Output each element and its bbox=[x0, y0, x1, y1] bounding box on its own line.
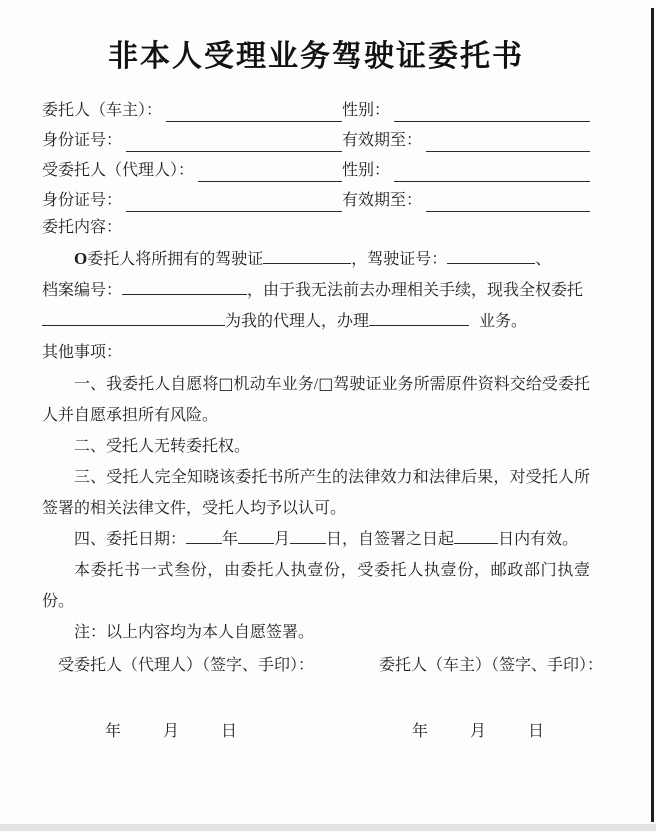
signature-date-row bbox=[42, 716, 590, 747]
entrust-text-6: 业务。 bbox=[479, 313, 528, 330]
other-items-heading: 其他事项： bbox=[42, 344, 123, 361]
agent-id-expiry-label: 有效期至： bbox=[342, 192, 423, 209]
agent-date-day-label: 日 bbox=[221, 723, 238, 740]
item4-text-5: 日内有效。 bbox=[498, 531, 579, 548]
item4-text-2: 年 bbox=[222, 531, 239, 548]
license-type-blank bbox=[263, 246, 351, 264]
entrust-content-heading: 委托内容： bbox=[42, 219, 123, 236]
principal-gender-blank bbox=[394, 102, 590, 122]
item1-text-3: 驾驶证业务所需原件资料交给受委托人并自愿承担所有风险。 bbox=[42, 376, 590, 424]
agent-signature-label: 受委托人（代理人）（签字、手印）： bbox=[58, 657, 315, 674]
agent-name-inline-blank bbox=[42, 308, 225, 326]
agent-name-blank bbox=[198, 162, 342, 182]
principal-id-expiry-label: 有效期至： bbox=[342, 132, 423, 149]
other-item-2: 二、受托人无转委托权。 bbox=[74, 438, 251, 455]
document-content bbox=[42, 212, 590, 648]
entrust-text-5: 为我的代理人，办理 bbox=[225, 313, 370, 330]
agent-name-label: 受委托人（代理人）： bbox=[42, 162, 195, 179]
principal-date-group bbox=[379, 716, 590, 747]
agent-gender-label: 性别： bbox=[342, 162, 391, 179]
principal-name-blank bbox=[166, 102, 342, 122]
agent-date-group bbox=[42, 716, 379, 747]
item4-text-3: 月 bbox=[274, 531, 291, 548]
principal-signature-label: 委托人（车主）（签字、手印）： bbox=[379, 657, 604, 674]
note-statement: 注：以上内容均为本人自愿签署。 bbox=[74, 624, 315, 641]
copies-statement: 本委托书一式叁份，由委托人执壹份，受委托人执壹份，邮政部门执壹份。 bbox=[42, 562, 590, 610]
principal-date-year-label: 年 bbox=[412, 723, 429, 740]
other-item-1 bbox=[42, 368, 590, 431]
month-blank bbox=[238, 526, 274, 544]
entrust-text-3: 、 bbox=[535, 251, 552, 268]
page-right-border bbox=[651, 8, 654, 822]
other-item-4 bbox=[42, 524, 590, 555]
entrust-text-2: ，驾驶证号： bbox=[351, 251, 448, 268]
entrust-text-4: ，由于我无法前去办理相关手续，现我全权委托 bbox=[247, 282, 584, 299]
principal-gender-label: 性别： bbox=[342, 102, 391, 119]
item1-text-2: 机动车业务/ bbox=[233, 376, 319, 393]
agent-date-month-label: 月 bbox=[163, 723, 180, 740]
item1-text-1: 一、我委托人自愿将 bbox=[74, 376, 219, 393]
agent-id-label: 身份证号： bbox=[42, 192, 123, 209]
agent-id-expiry-blank bbox=[426, 192, 590, 212]
license-number-blank bbox=[447, 246, 535, 264]
bullet-icon: O bbox=[74, 249, 88, 268]
signature-row bbox=[42, 650, 604, 681]
entrust-text-1: 委托人将所拥有的驾驶证 bbox=[87, 251, 264, 268]
agent-gender-blank bbox=[394, 162, 590, 182]
item4-text-4: 日，自签署之日起 bbox=[326, 531, 455, 548]
vehicle-business-checkbox-icon: □ bbox=[218, 374, 234, 393]
archive-number-blank bbox=[122, 277, 247, 295]
validity-days-blank bbox=[454, 526, 498, 544]
archive-number-label: 档案编号： bbox=[42, 282, 123, 299]
entrust-paragraph-line2 bbox=[42, 275, 590, 306]
principal-id-blank bbox=[126, 132, 342, 152]
principal-id-label: 身份证号： bbox=[42, 132, 123, 149]
day-blank bbox=[290, 526, 326, 544]
field-row-principal bbox=[42, 92, 590, 122]
field-row-agent-id bbox=[42, 182, 590, 212]
agent-id-blank bbox=[126, 192, 342, 212]
other-item-3: 三、受托人完全知晓该委托书所产生的法律效力和法律后果，对受托人所签署的相关法律文件，受托人均予以认可。 bbox=[42, 469, 590, 517]
principal-id-expiry-blank bbox=[426, 132, 590, 152]
business-type-blank bbox=[369, 308, 469, 326]
field-row-principal-id bbox=[42, 122, 590, 152]
principal-name-label: 委托人（车主）： bbox=[42, 102, 163, 119]
entrust-paragraph-line3 bbox=[42, 306, 590, 337]
document-title: 非本人受理业务驾驶证委托书 bbox=[108, 40, 524, 73]
principal-date-month-label: 月 bbox=[470, 723, 487, 740]
license-business-checkbox-icon: □ bbox=[318, 374, 334, 393]
principal-date-day-label: 日 bbox=[528, 723, 545, 740]
item4-text-1: 四、委托日期： bbox=[74, 531, 187, 548]
agent-date-year-label: 年 bbox=[105, 723, 122, 740]
entrust-paragraph-line1 bbox=[42, 243, 590, 275]
page-bottom-edge bbox=[0, 824, 656, 831]
field-row-agent bbox=[42, 152, 590, 182]
year-blank bbox=[186, 526, 222, 544]
